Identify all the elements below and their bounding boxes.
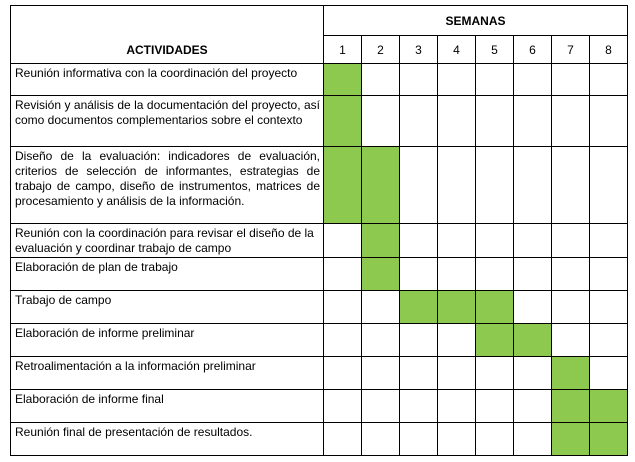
activity-label: Diseño de la evaluación: indicadores de evaluación, criterios de selección de informantes, estrategias de trabajo de campo, diseño de instrumentos, matrices de procesamiento y análisis de la información. (11, 147, 324, 224)
table-row (11, 147, 628, 224)
table-row (11, 390, 628, 423)
week-number-2: 2 (362, 36, 400, 64)
week-cell-2 (362, 96, 400, 147)
week-cell-7 (552, 324, 590, 357)
week-cell-1 (324, 324, 362, 357)
week-cell-8 (590, 357, 628, 390)
week-cell-4 (438, 96, 476, 147)
week-cell-7 (552, 224, 590, 258)
week-cell-7 (552, 147, 590, 224)
week-cell-8 (590, 64, 628, 96)
week-cell-6 (514, 147, 552, 224)
week-cell-1 (324, 224, 362, 258)
week-cell-4 (438, 357, 476, 390)
week-cell-6 (514, 64, 552, 96)
table-row (11, 324, 628, 357)
activity-schedule-table (10, 5, 628, 456)
activity-label: Elaboración de informe preliminar (11, 324, 324, 357)
week-cell-1 (324, 291, 362, 324)
week-cell-active-5 (476, 291, 514, 324)
week-cell-3 (400, 147, 438, 224)
table-row (11, 423, 628, 456)
week-cell-3 (400, 64, 438, 96)
week-cell-active-7 (552, 390, 590, 423)
week-cell-active-7 (552, 423, 590, 456)
week-number-3: 3 (400, 36, 438, 64)
week-cell-8 (590, 324, 628, 357)
week-cell-active-8 (590, 390, 628, 423)
week-cell-6 (514, 96, 552, 147)
week-cell-active-5 (476, 324, 514, 357)
week-cell-1 (324, 390, 362, 423)
week-cell-4 (438, 324, 476, 357)
activity-label: Reunión informativa con la coordinación del proyecto (11, 64, 324, 96)
week-cell-active-4 (438, 291, 476, 324)
week-cell-3 (400, 357, 438, 390)
week-cell-4 (438, 147, 476, 224)
week-cell-7 (552, 96, 590, 147)
week-cell-active-3 (400, 291, 438, 324)
week-cell-3 (400, 390, 438, 423)
week-cell-5 (476, 390, 514, 423)
week-cell-7 (552, 258, 590, 291)
week-cell-7 (552, 291, 590, 324)
week-cell-active-6 (514, 324, 552, 357)
table-row (11, 258, 628, 291)
week-cell-2 (362, 64, 400, 96)
week-cell-6 (514, 224, 552, 258)
week-number-4: 4 (438, 36, 476, 64)
week-cell-active-1 (324, 147, 362, 224)
table-row (11, 224, 628, 258)
activity-label: Revisión y análisis de la documentación del proyecto, así como documentos complementarios sobre el contexto (11, 96, 324, 147)
week-number-6: 6 (514, 36, 552, 64)
week-number-7: 7 (552, 36, 590, 64)
activity-label: Retroalimentación a la información preliminar (11, 357, 324, 390)
week-cell-5 (476, 224, 514, 258)
week-cell-5 (476, 147, 514, 224)
week-cell-3 (400, 258, 438, 291)
week-cell-8 (590, 291, 628, 324)
week-cell-7 (552, 64, 590, 96)
table-row (11, 96, 628, 147)
week-cell-active-8 (590, 423, 628, 456)
week-cell-2 (362, 357, 400, 390)
week-cell-6 (514, 258, 552, 291)
week-cell-8 (590, 224, 628, 258)
activity-rows (11, 64, 628, 456)
week-cell-5 (476, 357, 514, 390)
week-cell-4 (438, 423, 476, 456)
week-cell-3 (400, 324, 438, 357)
week-cell-active-2 (362, 258, 400, 291)
activity-label: Reunión con la coordinación para revisar el diseño de la evaluación y coordinar trabajo de campo (11, 224, 324, 258)
schedule-table-container (10, 5, 628, 456)
week-cell-8 (590, 258, 628, 291)
week-cell-4 (438, 390, 476, 423)
week-cell-2 (362, 423, 400, 456)
week-cell-6 (514, 423, 552, 456)
week-number-8: 8 (590, 36, 628, 64)
table-row (11, 291, 628, 324)
week-cell-active-1 (324, 64, 362, 96)
weeks-header: SEMANAS (324, 6, 628, 36)
week-cell-4 (438, 258, 476, 291)
week-cell-6 (514, 357, 552, 390)
week-cell-active-2 (362, 147, 400, 224)
week-number-5: 5 (476, 36, 514, 64)
week-cell-6 (514, 291, 552, 324)
week-cell-4 (438, 224, 476, 258)
week-cell-5 (476, 423, 514, 456)
week-cell-1 (324, 423, 362, 456)
activity-label: Trabajo de campo (11, 291, 324, 324)
table-row (11, 64, 628, 96)
week-cell-3 (400, 423, 438, 456)
activities-header: ACTIVIDADES (11, 6, 324, 64)
week-cell-active-7 (552, 357, 590, 390)
week-cell-6 (514, 390, 552, 423)
week-cell-2 (362, 324, 400, 357)
table-row (11, 357, 628, 390)
week-cell-4 (438, 64, 476, 96)
week-cell-active-1 (324, 96, 362, 147)
week-cell-8 (590, 147, 628, 224)
week-cell-2 (362, 291, 400, 324)
activity-label: Elaboración de plan de trabajo (11, 258, 324, 291)
week-cell-8 (590, 96, 628, 147)
week-cell-1 (324, 357, 362, 390)
week-cell-5 (476, 64, 514, 96)
week-cell-active-2 (362, 224, 400, 258)
week-cell-5 (476, 96, 514, 147)
week-number-1: 1 (324, 36, 362, 64)
week-cell-1 (324, 258, 362, 291)
activity-label: Elaboración de informe final (11, 390, 324, 423)
header-row-weeks-title (11, 6, 628, 36)
week-cell-5 (476, 258, 514, 291)
week-cell-2 (362, 390, 400, 423)
week-cell-3 (400, 96, 438, 147)
activity-label: Reunión final de presentación de resultados. (11, 423, 324, 456)
week-cell-3 (400, 224, 438, 258)
